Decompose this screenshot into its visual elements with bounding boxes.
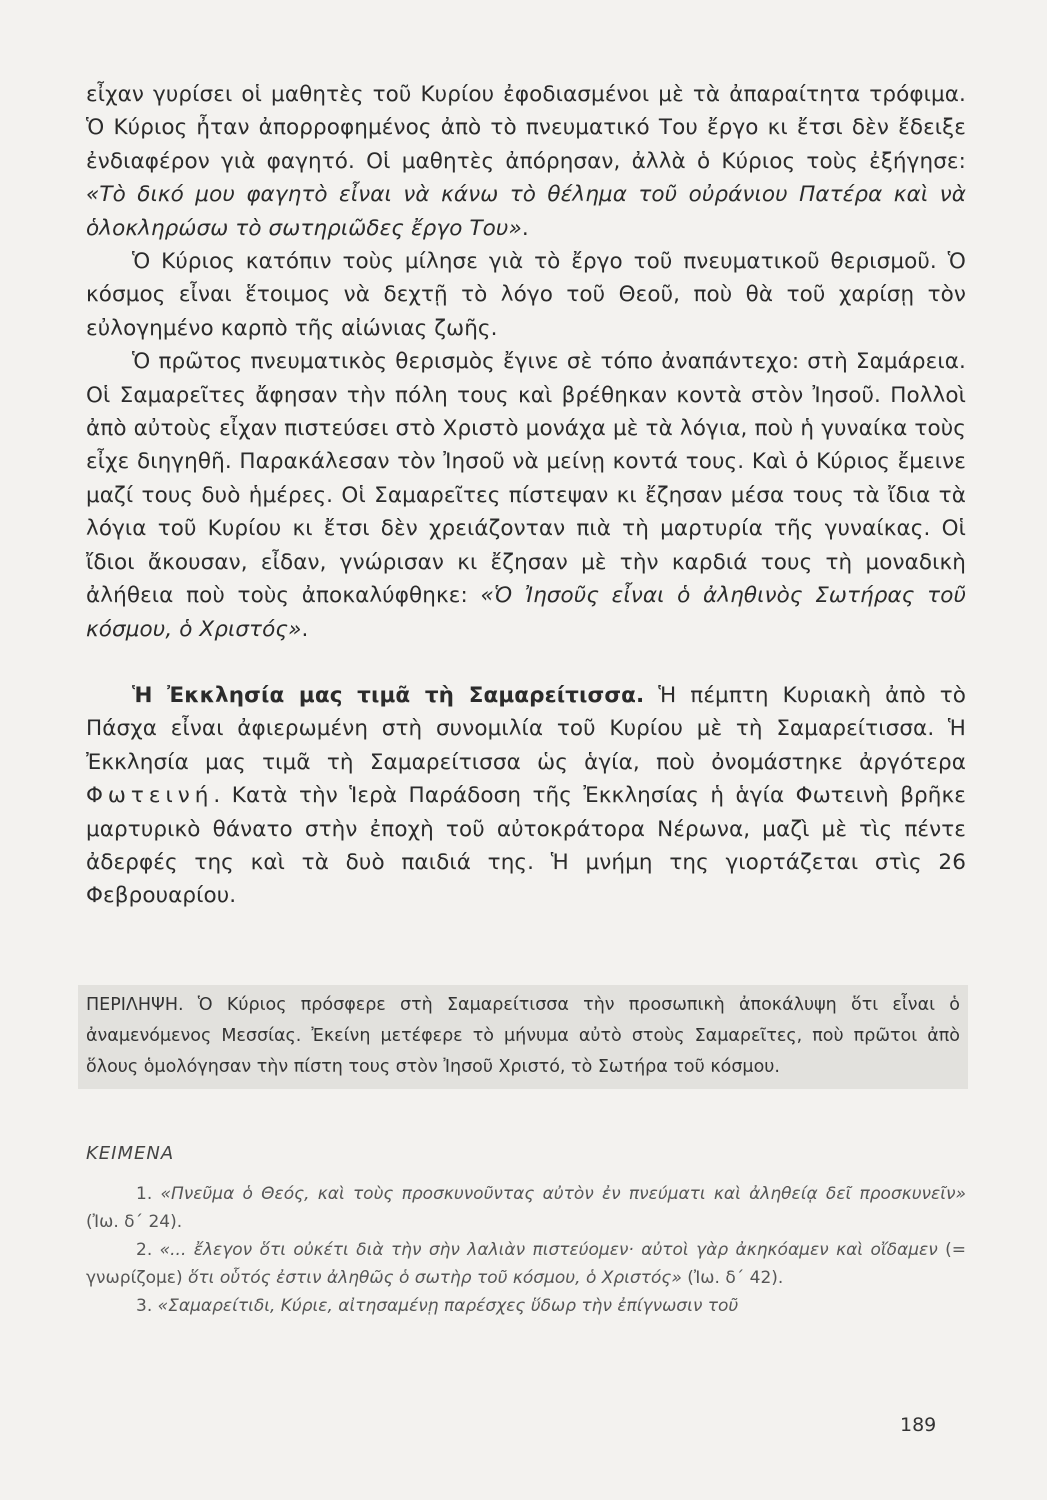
texts-title: ΚΕΙΜΕΝΑ [86,1143,175,1164]
paragraph-1: εἶχαν γυρίσει οἱ μαθητὲς τοῦ Κυρίου ἐφοδιασμένοι μὲ τὰ ἀπαραίτητα τρόφιμα. Ὁ Κύριος ἦταν ἀπορροφημένος ἀπὸ τὸ πνευματικό Του ἔργο κι ἔτσι δὲν ἔδειξε ἐνδιαφέρον γιὰ φαγητό. Οἱ μαθητὲς ἀπόρησαν, ἀλλὰ ὁ Κύριος τοὺς ἐξήγησε: «Τὸ δικό μου φαγητὸ εἶναι νὰ κάνω τὸ θέλημα τοῦ οὐράνιου Πατέρα καὶ νὰ ὁλοκληρώσω τὸ σωτηριῶδες ἔργο Του». [86,82,966,241]
texts-list [86,1180,966,1320]
text-item-3: 3. «Σαμαρείτιδι, Κύριε, αἰτησαμένῃ παρέσχες ὕδωρ τὴν ἐπίγνωσιν τοῦ [136,1296,739,1316]
section-heading: Ἡ Ἐκκλησία μας τιμᾶ τὴ Σαμαρείτισσα. [132,682,645,708]
summary-label: ΠΕΡΙΛΗΨΗ. [86,995,184,1015]
summary-text: Ὁ Κύριος πρόσφερε στὴ Σαμαρείτισσα τὴν προσωπικὴ ἀποκάλυψη ὅτι εἶναι ὁ ἀναμενόμενος Μεσσίας. Ἐκείνη μετέφερε τὸ μήνυμα αὐτὸ στοὺς Σαμαρεῖτες, ποὺ πρῶτοι ἀπὸ ὅλους ὁμολόγησαν τὴν πίστη τους στὸν Ἰησοῦ Χριστό, τὸ Σωτήρα τοῦ κόσμου. [86,995,960,1077]
main-text [86,78,966,913]
text-item-1: 1. «Πνεῦμα ὁ Θεός, καὶ τοὺς προσκυνοῦντας αὐτὸν ἐν πνεύματι καὶ ἀληθείᾳ δεῖ προσκυνεῖν» (Ἰω. δ΄ 24). [86,1184,966,1232]
quote-2: «Ὁ Ἰησοῦς εἶναι ὁ ἀληθινὸς Σωτήρας τοῦ κόσμου, ὁ Χριστός» [86,583,966,642]
paragraph-2: Ὁ Κύριος κατόπιν τοὺς μίλησε γιὰ τὸ ἔργο τοῦ πνευματικοῦ θερισμοῦ. Ὁ κόσμος εἶναι ἕτοιμος νὰ δεχτῇ τὸ λόγο τοῦ Θεοῦ, ποὺ θὰ τοῦ χαρίσῃ τὸν εὐλογημένο καρπὸ τῆς αἰώνιας ζωῆς. [86,249,966,341]
paragraph-3: Ὁ πρῶτος πνευματικὸς θερισμὸς ἔγινε σὲ τόπο ἀναπάντεχο: στὴ Σαμάρεια. Οἱ Σαμαρεῖτες ἄφησαν τὴν πόλη τους καὶ βρέθηκαν κοντὰ στὸν Ἰησοῦ. Πολλοὶ ἀπὸ αὐτοὺς εἶχαν πιστεύσει στὸ Χριστὸ μονάχα μὲ τὰ λόγια, ποὺ ἡ γυναίκα τοὺς εἶχε διηγηθῆ. Παρακάλεσαν τὸν Ἰησοῦ νὰ μείνῃ κοντά τους. Καὶ ὁ Κύριος ἔμεινε μαζί τους δυὸ ἡμέρες. Οἱ Σαμαρεῖτες πίστεψαν κι ἔζησαν μέσα τους τὰ ἴδια τὰ λόγια τοῦ Κυρίου κι ἔτσι δὲν χρειάζονταν πιὰ τὴ μαρτυρία τῆς γυναίκας. Οἱ ἴδιοι ἄκουσαν, εἶδαν, γνώρισαν κι ἔζησαν μὲ τὴν καρδιά τους τὴ μοναδικὴ ἀλήθεια ποὺ τοὺς ἀποκαλύφθηκε: «Ὁ Ἰησοῦς εἶναι ὁ ἀληθινὸς Σωτήρας τοῦ κόσμου, ὁ Χριστός». [86,349,966,642]
page-number: 189 [900,1414,937,1436]
summary-box [78,985,968,1089]
quote-1: «Τὸ δικό μου φαγητὸ εἶναι νὰ κάνω τὸ θέλημα τοῦ οὐράνιου Πατέρα καὶ νὰ ὁλοκληρώσω τὸ σωτηριῶδες ἔργο Του» [86,182,966,241]
saint-name: Φωτεινή [86,783,214,809]
text-item-2: 2. «... ἔλεγον ὅτι οὐκέτι διὰ τὴν σὴν λαλιὰν πιστεύομεν· αὐτοὶ γὰρ ἀκηκόαμεν καὶ οἴδαμεν (= γνωρίζομε) ὅτι οὗτός ἐστιν ἀληθῶς ὁ σωτὴρ τοῦ κόσμου, ὁ Χριστός» (Ἰω. δ΄ 42). [86,1240,967,1288]
paragraph-4: Ἡ Ἐκκλησία μας τιμᾶ τὴ Σαμαρείτισσα. Ἡ πέμπτη Κυριακὴ ἀπὸ τὸ Πάσχα εἶναι ἀφιερωμένη στὴ συνομιλία τοῦ Κυρίου μὲ τὴ Σαμαρείτισσα. Ἡ Ἐκκλησία μας τιμᾶ τὴ Σαμαρείτισσα ὡς ἁγία, ποὺ ὀνομάστηκε ἀργότερα Φωτεινή. Κατὰ τὴν Ἱερὰ Παράδοση τῆς Ἐκκλησίας ἡ ἁγία Φωτεινὴ βρῆκε μαρτυρικὸ θάνατο στὴν ἐποχὴ τοῦ αὐτοκράτορα Νέρωνα, μαζὶ μὲ τὶς πέντε ἀδερφές της καὶ τὰ δυὸ παιδιά της. Ἡ μνήμη της γιορτάζεται στὶς 26 Φεβρουαρίου. [86,682,966,909]
